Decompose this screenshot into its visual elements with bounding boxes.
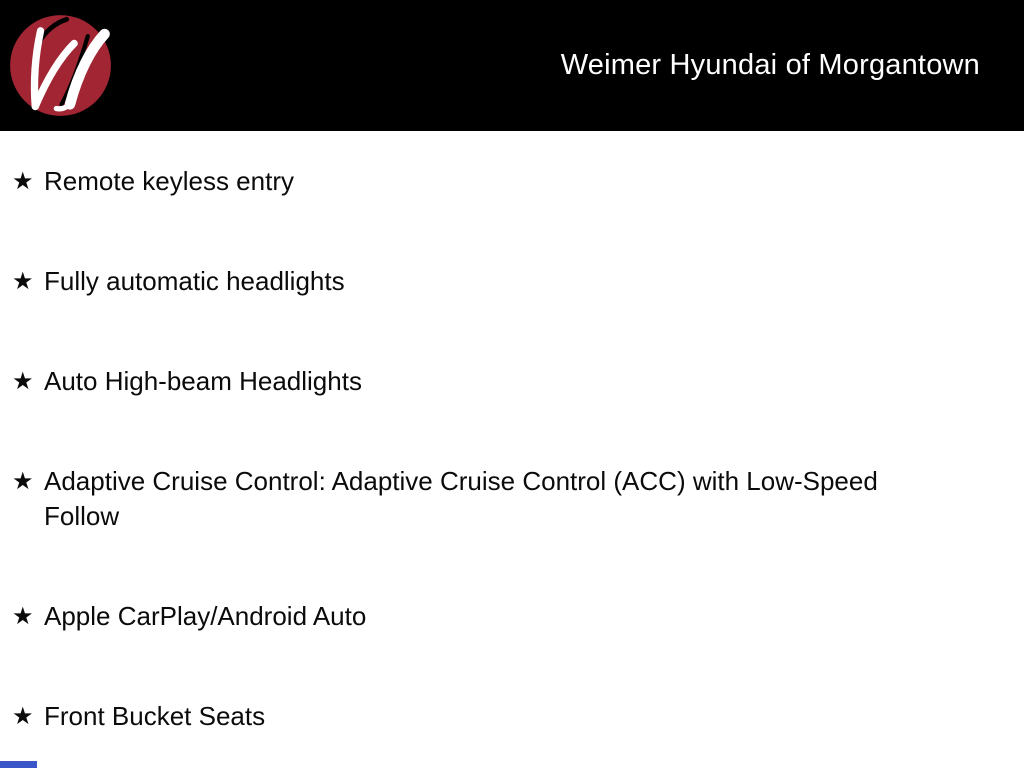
bullet-star-icon: ★ <box>12 268 34 295</box>
feature-item-label: Adaptive Cruise Control: Adaptive Cruise Control (ACC) with Low-Speed Follow <box>44 466 878 531</box>
weimer-logo <box>8 13 113 118</box>
feature-item <box>12 364 1004 399</box>
feature-item-label: Front Bucket Seats <box>44 701 266 731</box>
header-bar <box>0 0 1024 131</box>
bullet-star-icon: ★ <box>12 703 34 730</box>
feature-item <box>12 464 1004 534</box>
bullet-star-icon: ★ <box>12 168 34 195</box>
dealership-title: Weimer Hyundai of Morgantown <box>560 49 980 81</box>
feature-list <box>12 164 1004 734</box>
feature-item-label: Auto High-beam Headlights <box>44 366 362 396</box>
feature-item <box>12 164 1004 199</box>
feature-item <box>12 699 1004 734</box>
bullet-star-icon: ★ <box>12 468 34 495</box>
partial-footer-element <box>0 761 37 768</box>
bullet-star-icon: ★ <box>12 603 34 630</box>
feature-item <box>12 264 1004 299</box>
feature-item-label: Fully automatic headlights <box>44 266 345 296</box>
feature-item-label: Remote keyless entry <box>44 166 294 196</box>
feature-list-section <box>0 131 1024 734</box>
bullet-star-icon: ★ <box>12 368 34 395</box>
feature-item-label: Apple CarPlay/Android Auto <box>44 601 367 631</box>
feature-item <box>12 599 1004 634</box>
